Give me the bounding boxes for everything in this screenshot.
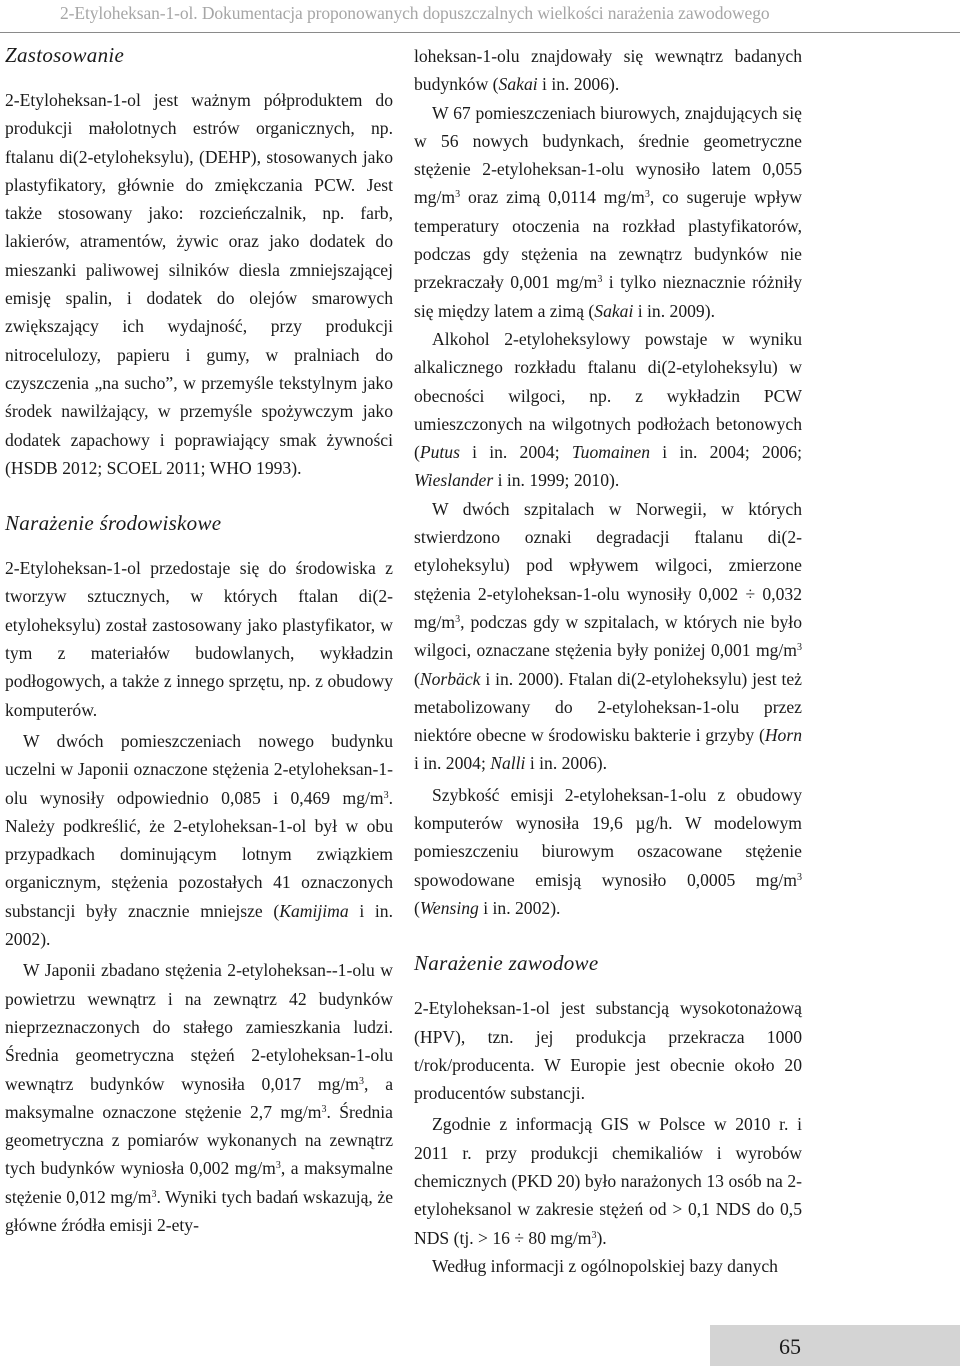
section-heading-narazenie-zawodowe: Narażenie zawodowe xyxy=(414,951,599,976)
citation-author: Wieslander xyxy=(414,470,494,491)
running-title: 2-Etyloheksan-1-ol. Dokumentacja proponowanych dopuszczalnych wielkości narażenia zawodowego xyxy=(60,3,770,23)
citation-author: Norbäck xyxy=(419,668,481,689)
page-number: 65 xyxy=(779,1334,801,1359)
citation-author: Sakai xyxy=(498,74,538,95)
citation-author: Tuomainen xyxy=(571,442,651,463)
left-column xyxy=(5,40,393,1239)
page-number-box xyxy=(710,1325,960,1366)
paragraph-zawodowe-2: Zgodnie z informacją GIS w Polsce w 2010 r. i 2011 r. przy produkcji chemikaliów i wyrobów chemicznych (PKD 20) było narażonych 13 osób na 2-etyloheksanol w zakresie stężeń od > 0,1 NDS do 0,5 NDS (tj. > 16 ÷ 80 $mg/m^3$). xyxy=(414,1114,802,1248)
citation-author: Putus xyxy=(419,442,460,463)
paragraph-srodowiskowe-3: W Japonii zbadano stężenia 2-etyloheksan--1-olu w powietrzu wewnątrz i na zewnątrz 42 budynków nieprzeznaczonych do stałego zamieszkania ludzi. Średnia geometryczna stężeń 2-etyloheksan-1-olu wewnątrz budynków wynosiła 0,017 $mg/m^3$, a maksymalne oznaczone stężenie 2,7 $mg/m^3$. Średnia geometryczna z pomiarów wykonanych na zewnątrz tych budynków wyniosła 0,002 $mg/m^3$, a maksymalne stężenie 0,012 $mg/m^3$. Wyniki tych badań wskazują, że główne źródła emisji 2-ety- xyxy=(5,960,393,1235)
citation-author: Horn xyxy=(764,725,802,746)
paragraph-zawodowe-1: 2-Etyloheksan-1-ol jest substancją wysokotonażową (HPV), tzn. jej produkcja przekracza 1000 t/rok/producenta. W Europie jest obecnie około 20 producentów substancji. xyxy=(414,998,802,1104)
paragraph-offices: W 67 pomieszczeniach biurowych, znajdujących się w 56 nowych budynkach, średnie geometryczne stężenie 2-etyloheksan-1-olu wynosiło latem 0,055 $mg/m^3$ oraz zimą 0,0114 $mg/m^3$, co sugeruje wpływ temperatury otoczenia na rozkład plastyfikatorów, podczas gdy stężenia na zewnątrz budynków nie przekraczały 0,001 $mg/m^3$ i tylko nieznacznie różniły się między latem a zimą (Sakai i in. 2009). xyxy=(414,102,802,321)
citation-author: Sakai xyxy=(594,300,634,321)
paragraph-szpitale: W dwóch szpitalach w Norwegii, w których stwierdzono oznaki degradacji ftalanu di(2-etyloheksylu) pod wpływem wilgoci, zmierzone stężenia 2-etyloheksan-1-olu wynosiły 0,002 ÷ 0,032 $mg/m^3$, podczas gdy w szpitalach, w których nie było wilgoci, oznaczane stężenia były poniżej 0,001 $mg/m^3$ (Norbäck i in. 2000). Ftalan di(2-etyloheksylu) jest też metabolizowany do 2-etyloheksan-1-olu przez niektóre obecne w środowisku bakterie i grzyby (Horn i in. 2004; Nalli i in. 2006). xyxy=(414,498,802,774)
running-header xyxy=(0,0,960,33)
paragraph-alkohol: Alkohol 2-etyloheksylowy powstaje w wyniku alkalicznego rozkładu ftalanu di(2-etyloheksylu) w obecności wilgoci, np. z wykładzin PCW umieszczonych na wilgotnych podłożach betonowych (Putus i in. 2004; Tuomainen i in. 2004; 2006; Wieslander i in. 1999; 2010). xyxy=(414,328,802,491)
citation-author: Wensing xyxy=(419,897,479,918)
section-heading-narazenie-srodowiskowe: Narażenie środowiskowe xyxy=(5,511,222,536)
citation-author: Nalli xyxy=(490,753,526,774)
section-heading-zastosowanie: Zastosowanie xyxy=(5,43,125,67)
paragraph-zastosowanie: 2-Etyloheksan-1-ol jest ważnym półproduktem do produkcji małolotnych estrów organicznych, np. ftalanu di(2-etyloheksylu), (DEHP), stosowanych jako plastyfikatory, głównie do zmiękczania PCW. Jest także stosowany jako: rozcieńczalnik, np. farb, lakierów, atramentów, żywic oraz jako dodatek do mieszanki paliwowej silników diesla zmniejszającej emisję spalin, i dodatek do olejów smarowych zwiększający ich wydajność, przy produkcji nitrocelulozy, papieru i gumy, w pralniach do czyszczenia „na sucho”, w przemyśle tekstylnym jako środek nawilżający, w przemyśle spożywczym jako dodatek zapachowy i poprawiający smak żywności (HSDB 2012; SCOEL 2011; WHO 1993). xyxy=(5,90,393,478)
paragraph-srodowiskowe-2: W dwóch pomieszczeniach nowego budynku uczelni w Japonii oznaczone stężenia 2-etyloheksan-1-olu wynosiły odpowiednio 0,085 i 0,469 $mg/m^3$. Należy podkreślić, że 2-etyloheksan-1-ol był w obu przypadkach dominującym lotnym związkiem organicznym, stężenia pozostałych 41 oznaczonych substancji były znacznie mniejsze (Kamijima i in. 2002). xyxy=(5,730,393,950)
citation-author: Kamijima xyxy=(279,900,349,921)
paragraph-zawodowe-3: Według informacji z ogólnopolskiej bazy danych xyxy=(432,1255,778,1276)
paragraph-komputery: Szybkość emisji 2-etyloheksan-1-olu z obudowy komputerów wynosiła 19,6 µg/h. W modelowym pomieszczeniu biurowym oszacowane stężenie spowodowane emisją wynosiło 0,0005 $mg/m^3$ (Wensing i in. 2002). xyxy=(414,784,802,918)
paragraph-continuation: loheksan-1-olu znajdowały się wewnątrz badanych budynków (Sakai i in. 2006). xyxy=(414,46,802,95)
right-column xyxy=(414,42,802,1280)
paragraph-srodowiskowe-1: 2-Etyloheksan-1-ol przedostaje się do środowiska z tworzyw sztucznych, w których ftalan di(2-etyloheksylu) został zastosowany jako plastyfikator, w tym z materiałów budowlanych, wykładzin podłogowych, a także z innego sprzętu, np. z obudowy komputerów. xyxy=(5,558,393,720)
